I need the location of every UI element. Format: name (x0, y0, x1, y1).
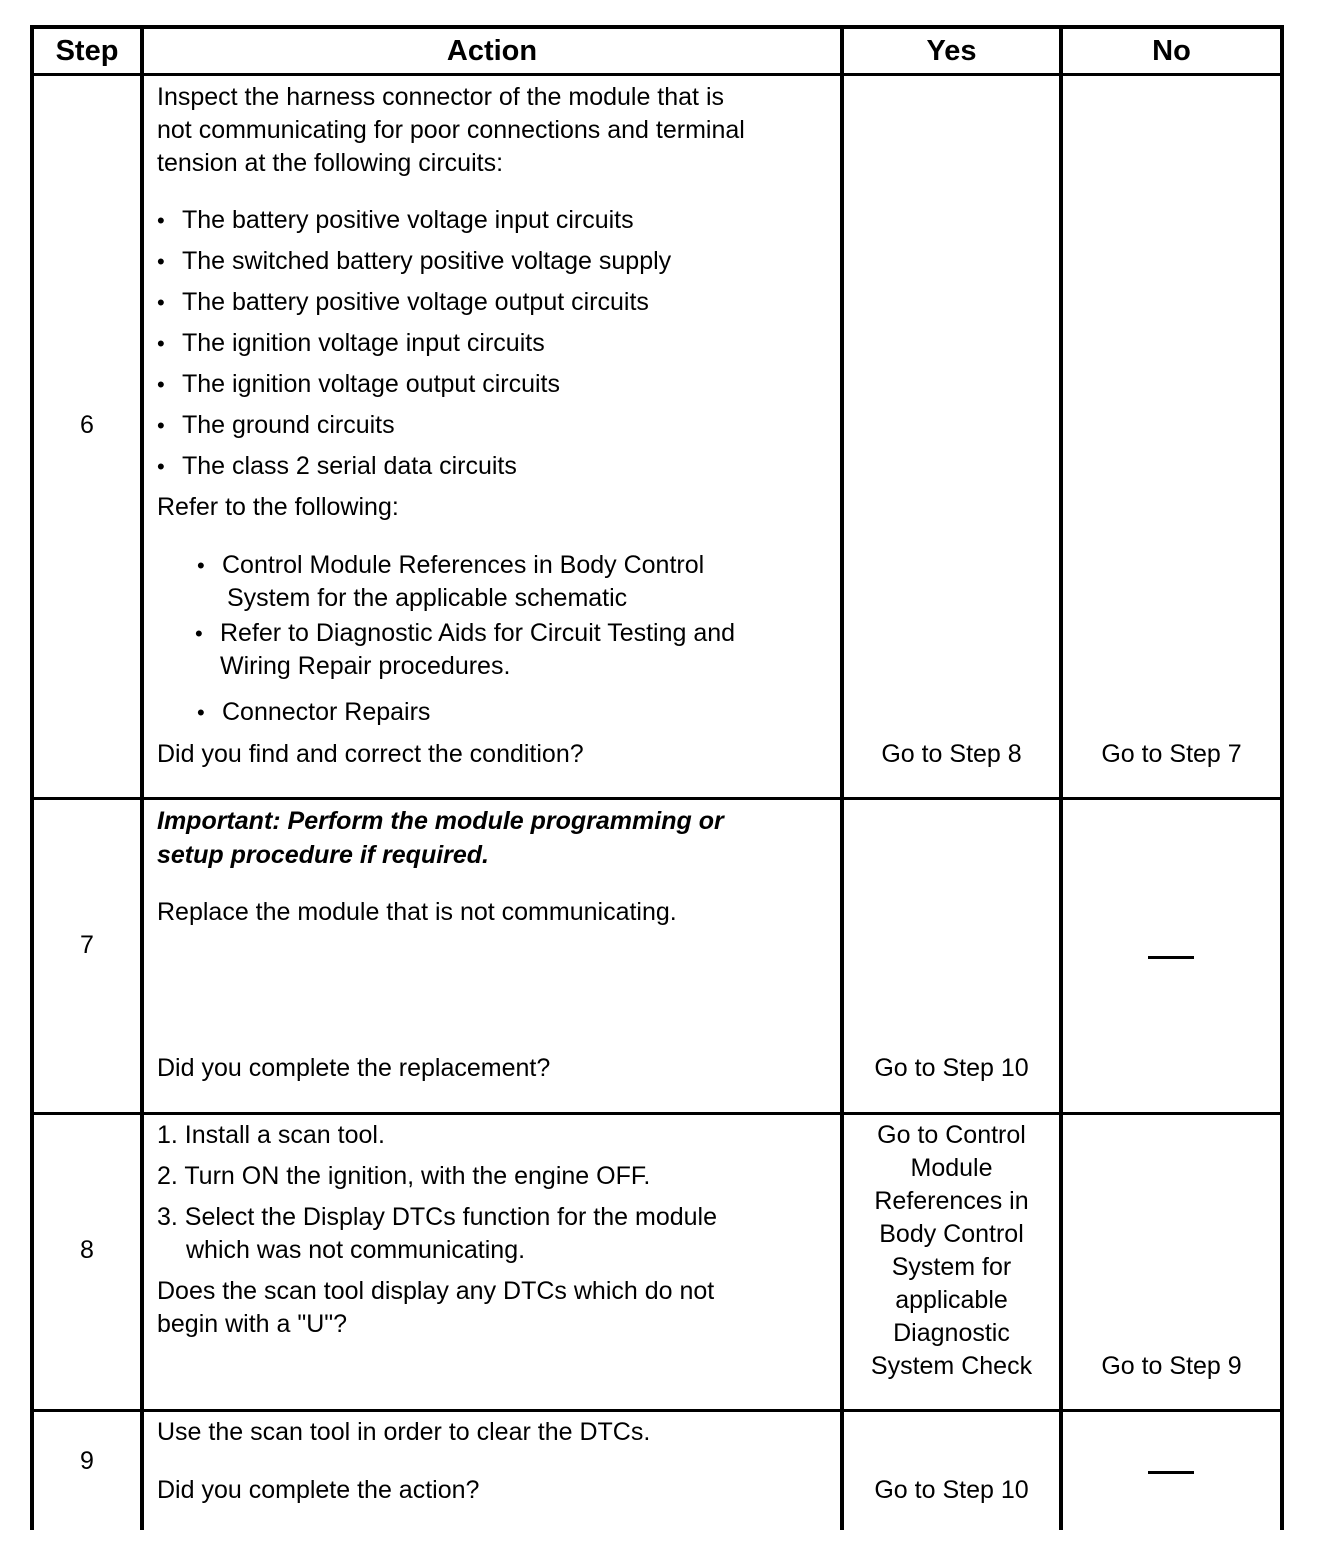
yes-result: System for (891, 1253, 1012, 1281)
yes-result: References in (874, 1187, 1029, 1215)
no-result-dash (1148, 956, 1194, 959)
circuit-list-item: • The battery positive voltage output circuits (182, 286, 649, 319)
table-border-left (30, 25, 34, 1530)
action-text: not communicating for poor connections and terminal (157, 116, 745, 144)
procedure-step: 1. Install a scan tool. (157, 1121, 385, 1149)
no-result: Go to Step 7 (1101, 740, 1242, 768)
yes-result: Diagnostic (893, 1319, 1010, 1347)
reference-list-item-continued: Wiring Repair procedures. (220, 652, 511, 680)
column-divider-yes (1059, 25, 1063, 1530)
yes-result: Go to Step 8 (881, 740, 1022, 768)
reference-list-item: • Connector Repairs (222, 696, 430, 729)
step-number: 7 (80, 931, 94, 959)
refer-text: Refer to the following: (157, 493, 399, 521)
action-text: Use the scan tool in order to clear the DTCs. (157, 1418, 651, 1446)
circuit-list-item: • The class 2 serial data circuits (182, 450, 517, 483)
reference-list-item: • Refer to Diagnostic Aids for Circuit Testing and (220, 617, 735, 650)
question-text: Does the scan tool display any DTCs which do not (157, 1277, 715, 1305)
yes-result: Go to Control (877, 1121, 1026, 1149)
step-number: 8 (80, 1236, 94, 1264)
header-yes: Yes (926, 35, 977, 67)
question-text: Did you complete the replacement? (157, 1054, 551, 1082)
no-result: Go to Step 9 (1101, 1352, 1242, 1380)
action-text: tension at the following circuits: (157, 149, 504, 177)
question-text: Did you complete the action? (157, 1476, 480, 1504)
step-number: 6 (80, 411, 94, 439)
circuit-list-item: • The ignition voltage output circuits (182, 368, 560, 401)
table-border-top (30, 25, 1284, 29)
question-text: begin with a "U"? (157, 1310, 348, 1338)
reference-list-item-continued: System for the applicable schematic (227, 584, 628, 612)
no-result-dash (1148, 1471, 1194, 1474)
header-step: Step (55, 35, 119, 67)
important-note: Important: Perform the module programming or (157, 807, 724, 835)
row-divider-6-7 (30, 797, 1284, 800)
yes-result: Body Control (879, 1220, 1024, 1248)
circuit-list-item: • The ignition voltage input circuits (182, 327, 545, 360)
step-number: 9 (80, 1447, 94, 1475)
yes-result: Module (910, 1154, 993, 1182)
question-text: Did you find and correct the condition? (157, 740, 584, 768)
diagnostic-table (30, 25, 1284, 1530)
header-divider (30, 73, 1284, 76)
row-divider-7-8 (30, 1112, 1284, 1115)
reference-list-item: • Control Module References in Body Control (222, 549, 704, 582)
important-note: setup procedure if required. (157, 841, 490, 869)
row-divider-8-9 (30, 1409, 1284, 1412)
header-no: No (1152, 35, 1191, 67)
procedure-step: 2. Turn ON the ignition, with the engine OFF. (157, 1162, 651, 1190)
column-divider-step (140, 25, 144, 1530)
procedure-step: 3. Select the Display DTCs function for the module (157, 1203, 717, 1231)
table-border-right (1280, 25, 1284, 1530)
circuit-list-item: • The battery positive voltage input circuits (182, 204, 634, 237)
header-action: Action (446, 35, 538, 67)
circuit-list-item: • The ground circuits (182, 409, 395, 442)
circuit-list-item: • The switched battery positive voltage supply (182, 245, 671, 278)
procedure-step-continued: which was not communicating. (186, 1236, 526, 1264)
yes-result: System Check (870, 1352, 1033, 1380)
yes-result: Go to Step 10 (874, 1054, 1029, 1082)
yes-result: Go to Step 10 (874, 1476, 1029, 1504)
yes-result: applicable (895, 1286, 1008, 1314)
action-text: Replace the module that is not communicating. (157, 898, 677, 926)
action-text: Inspect the harness connector of the module that is (157, 83, 725, 111)
